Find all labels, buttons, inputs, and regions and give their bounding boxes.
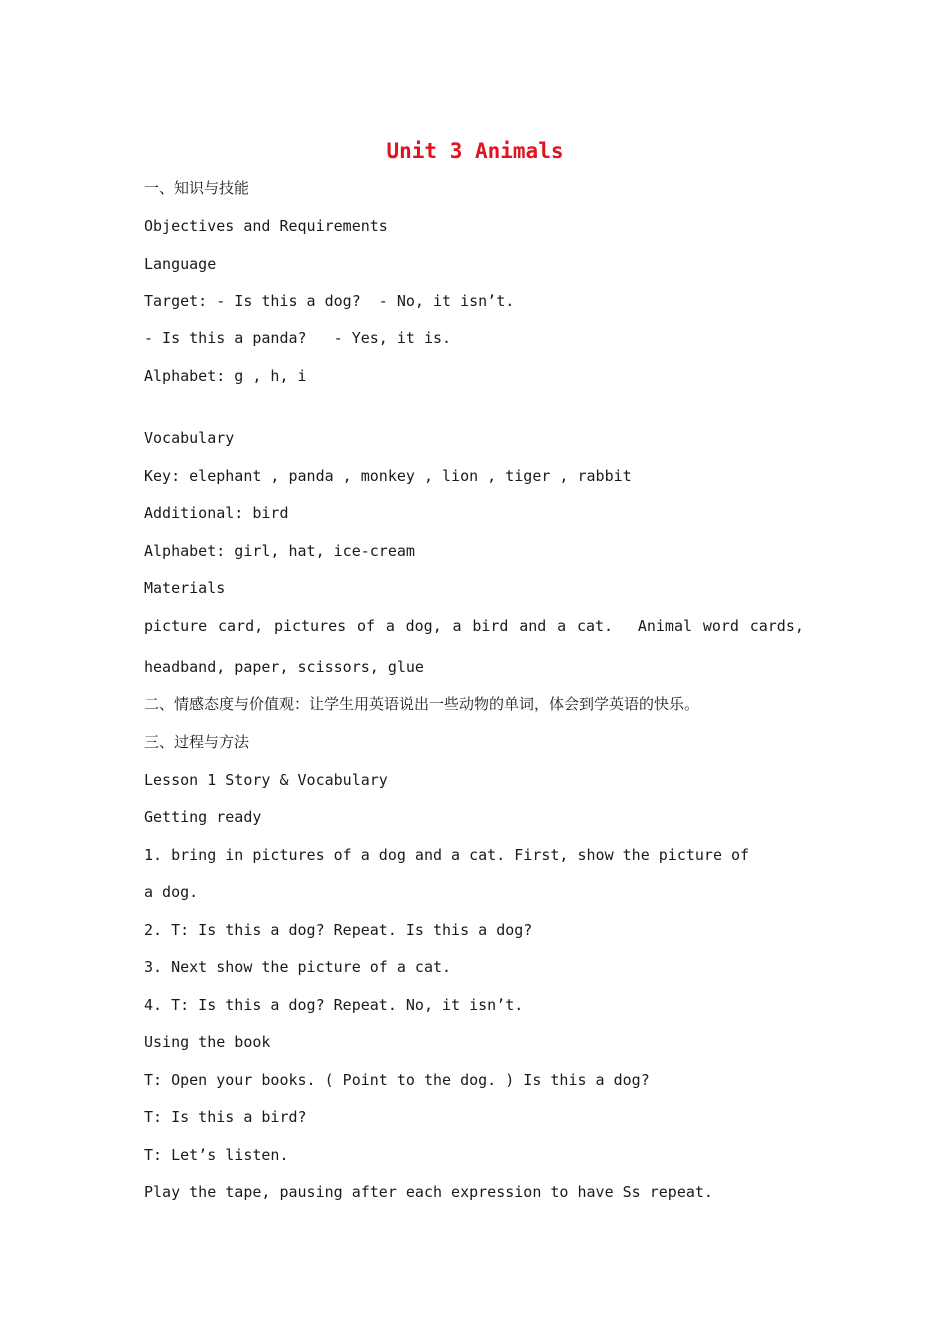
text-line: Objectives and Requirements [144, 217, 388, 235]
word: pictures [273, 617, 347, 635]
word: and [519, 617, 547, 635]
section-heading-attitudes-values: 二、情感态度与价值观：让学生用英语说出一些动物的单词，体会到学英语的快乐。 [144, 695, 700, 713]
text-line: Target: - Is this a dog? - No, it isn’t. [144, 292, 515, 310]
text-line: headband, paper, scissors, glue [144, 658, 424, 676]
text-line: - Is this a panda? - Yes, it is. [144, 329, 452, 347]
text-line: Additional: bird [144, 504, 289, 522]
document-title: Unit 3 Animals [386, 139, 564, 163]
text-line: 3. Next show the picture of a cat. [144, 958, 452, 976]
word: of [356, 617, 376, 635]
text-line: Alphabet: g , h, i [144, 367, 307, 385]
word: card, [218, 617, 264, 635]
word: cards, [749, 617, 804, 635]
text-line: Getting ready [144, 808, 262, 826]
section-heading-knowledge-skills: 一、知识与技能 [144, 179, 250, 197]
text-line: 4. T: Is this a dog? Repeat. No, it isn’t. [144, 996, 524, 1014]
text-line: Key: elephant , panda , monkey , lion , tiger , rabbit [144, 467, 632, 485]
text-line: T: Is this a bird? [144, 1108, 307, 1126]
word: picture [144, 617, 208, 635]
word: dog, [405, 617, 442, 635]
word: a [557, 617, 567, 635]
text-line: 2. T: Is this a dog? Repeat. Is this a dog? [144, 921, 533, 939]
text-line: Vocabulary [144, 429, 235, 447]
word: word [702, 617, 739, 635]
text-line: Using the book [144, 1033, 271, 1051]
text-line: Lesson 1 Story & Vocabulary [144, 771, 388, 789]
word: a [452, 617, 462, 635]
word: a [385, 617, 395, 635]
word: Animal [637, 617, 693, 635]
text-line: Alphabet: girl, hat, ice-cream [144, 542, 415, 560]
text-line: Play the tape, pausing after each expression to have Ss repeat. [144, 1183, 713, 1201]
materials-line [144, 615, 804, 637]
text-line: Materials [144, 579, 226, 597]
text-line: T: Open your books. ( Point to the dog. ) Is this a dog? [144, 1071, 650, 1089]
text-line: 1. bring in pictures of a dog and a cat. First, show the picture of [144, 846, 750, 864]
section-heading-process-methods: 三、过程与方法 [144, 733, 250, 751]
text-line: Language [144, 255, 217, 273]
word: bird [472, 617, 509, 635]
text-line: a dog. [144, 883, 199, 901]
text-line: T: Let’s listen. [144, 1146, 289, 1164]
word: cat. [576, 617, 614, 635]
